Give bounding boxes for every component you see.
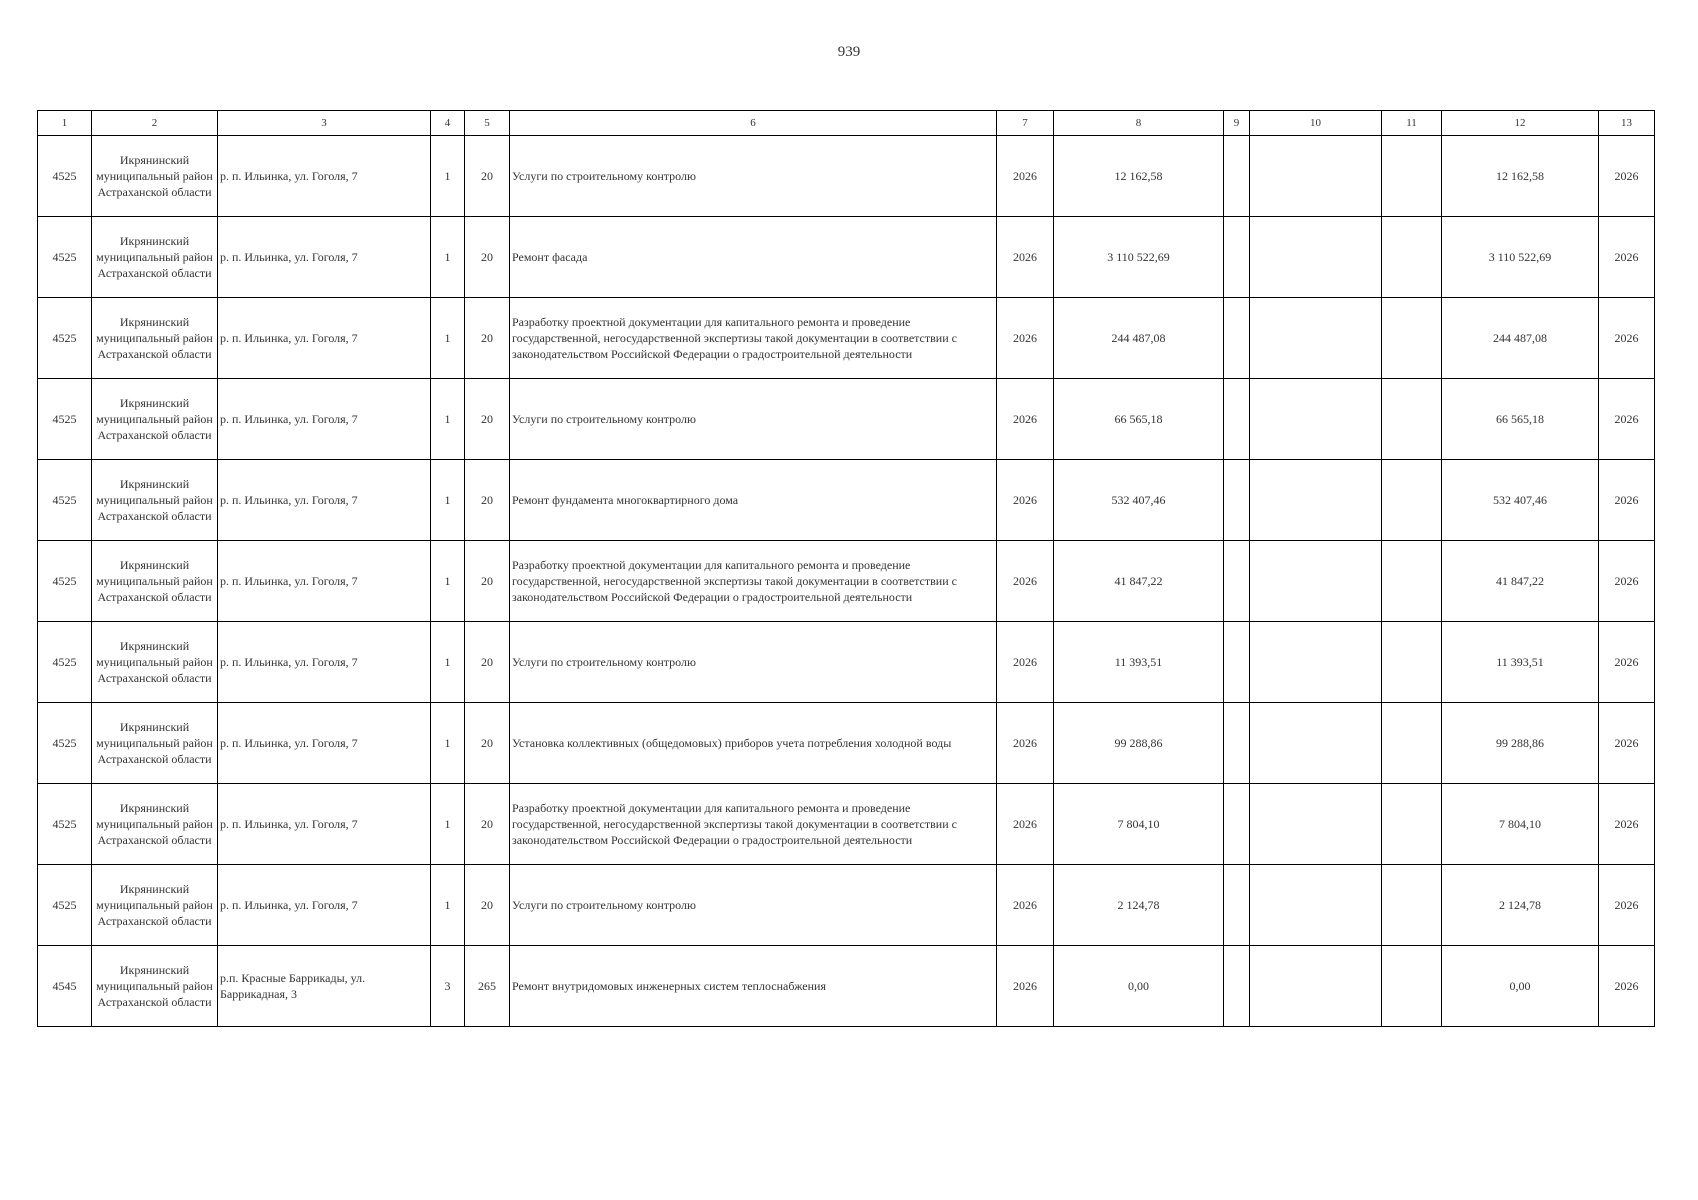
table-cell-col-9 xyxy=(1224,946,1250,1027)
table-cell-col-3: р. п. Ильинка, ул. Гоголя, 7 xyxy=(218,217,431,298)
table-cell-col-12: 11 393,51 xyxy=(1442,622,1599,703)
table-cell-col-7: 2026 xyxy=(997,541,1054,622)
table-cell-col-5: 20 xyxy=(465,460,510,541)
table-container xyxy=(37,110,1654,1027)
table-cell-col-5: 20 xyxy=(465,217,510,298)
table-cell-col-10 xyxy=(1250,865,1382,946)
table-cell-col-13: 2026 xyxy=(1599,865,1655,946)
table-cell-col-6: Услуги по строительному контролю xyxy=(510,865,997,946)
table-cell-col-1: 4525 xyxy=(38,460,92,541)
table-cell-col-1: 4525 xyxy=(38,703,92,784)
table-cell-col-1: 4525 xyxy=(38,136,92,217)
table-row xyxy=(38,298,1655,379)
table-cell-col-9 xyxy=(1224,298,1250,379)
table-cell-col-12: 12 162,58 xyxy=(1442,136,1599,217)
table-cell-col-3: р. п. Ильинка, ул. Гоголя, 7 xyxy=(218,541,431,622)
table-cell-col-5: 20 xyxy=(465,541,510,622)
table-cell-col-7: 2026 xyxy=(997,379,1054,460)
table-cell-col-2: Икрянинский муниципальный район Астраханской области xyxy=(92,622,218,703)
table-cell-col-6: Услуги по строительному контролю xyxy=(510,379,997,460)
table-cell-col-8: 99 288,86 xyxy=(1054,703,1224,784)
table-cell-col-7: 2026 xyxy=(997,622,1054,703)
table-row xyxy=(38,946,1655,1027)
table-cell-col-7: 2026 xyxy=(997,784,1054,865)
table-cell-col-10 xyxy=(1250,460,1382,541)
column-header-1: 1 xyxy=(38,111,92,136)
table-cell-col-8: 3 110 522,69 xyxy=(1054,217,1224,298)
table-cell-col-13: 2026 xyxy=(1599,379,1655,460)
table-cell-col-4: 1 xyxy=(431,622,465,703)
table-cell-col-9 xyxy=(1224,865,1250,946)
table-cell-col-11 xyxy=(1382,541,1442,622)
table-cell-col-3: р. п. Ильинка, ул. Гоголя, 7 xyxy=(218,784,431,865)
table-cell-col-7: 2026 xyxy=(997,217,1054,298)
table-cell-col-9 xyxy=(1224,784,1250,865)
table-cell-col-11 xyxy=(1382,379,1442,460)
column-header-9: 9 xyxy=(1224,111,1250,136)
table-cell-col-11 xyxy=(1382,136,1442,217)
table-header-row xyxy=(38,111,1655,136)
column-header-7: 7 xyxy=(997,111,1054,136)
table-row xyxy=(38,865,1655,946)
table-cell-col-10 xyxy=(1250,379,1382,460)
table-row xyxy=(38,784,1655,865)
column-header-3: 3 xyxy=(218,111,431,136)
table-cell-col-8: 41 847,22 xyxy=(1054,541,1224,622)
table-cell-col-4: 1 xyxy=(431,541,465,622)
table-cell-col-2: Икрянинский муниципальный район Астраханской области xyxy=(92,136,218,217)
table-cell-col-12: 7 804,10 xyxy=(1442,784,1599,865)
table-cell-col-6: Разработку проектной документации для капитального ремонта и проведение государственной, негосударственной экспертизы такой документации в соответствии с законодательством Российской Федерации о градостроительной деятельности xyxy=(510,784,997,865)
table-cell-col-2: Икрянинский муниципальный район Астраханской области xyxy=(92,541,218,622)
table-cell-col-8: 12 162,58 xyxy=(1054,136,1224,217)
table-cell-col-12: 41 847,22 xyxy=(1442,541,1599,622)
table-cell-col-7: 2026 xyxy=(997,703,1054,784)
table-cell-col-3: р. п. Ильинка, ул. Гоголя, 7 xyxy=(218,379,431,460)
table-cell-col-6: Ремонт фундамента многоквартирного дома xyxy=(510,460,997,541)
table-cell-col-13: 2026 xyxy=(1599,136,1655,217)
table-cell-col-5: 20 xyxy=(465,865,510,946)
table-cell-col-2: Икрянинский муниципальный район Астраханской области xyxy=(92,865,218,946)
table-cell-col-8: 0,00 xyxy=(1054,946,1224,1027)
table-cell-col-11 xyxy=(1382,622,1442,703)
table-cell-col-7: 2026 xyxy=(997,865,1054,946)
table-cell-col-10 xyxy=(1250,622,1382,703)
table-cell-col-12: 244 487,08 xyxy=(1442,298,1599,379)
table-cell-col-13: 2026 xyxy=(1599,784,1655,865)
table-cell-col-12: 66 565,18 xyxy=(1442,379,1599,460)
table-cell-col-8: 2 124,78 xyxy=(1054,865,1224,946)
table-cell-col-5: 20 xyxy=(465,784,510,865)
table-cell-col-8: 11 393,51 xyxy=(1054,622,1224,703)
table-cell-col-11 xyxy=(1382,703,1442,784)
table-cell-col-10 xyxy=(1250,703,1382,784)
table-row xyxy=(38,217,1655,298)
table-cell-col-5: 20 xyxy=(465,622,510,703)
table-cell-col-1: 4525 xyxy=(38,298,92,379)
table-cell-col-9 xyxy=(1224,136,1250,217)
table-cell-col-9 xyxy=(1224,622,1250,703)
table-cell-col-11 xyxy=(1382,460,1442,541)
table-cell-col-3: р. п. Ильинка, ул. Гоголя, 7 xyxy=(218,298,431,379)
table-cell-col-10 xyxy=(1250,217,1382,298)
table-cell-col-6: Разработку проектной документации для капитального ремонта и проведение государственной, негосударственной экспертизы такой документации в соответствии с законодательством Российской Федерации о градостроительной деятельности xyxy=(510,298,997,379)
table-cell-col-2: Икрянинский муниципальный район Астраханской области xyxy=(92,784,218,865)
table-cell-col-11 xyxy=(1382,865,1442,946)
table-row xyxy=(38,460,1655,541)
table-cell-col-13: 2026 xyxy=(1599,946,1655,1027)
table-cell-col-7: 2026 xyxy=(997,298,1054,379)
column-header-5: 5 xyxy=(465,111,510,136)
column-header-2: 2 xyxy=(92,111,218,136)
column-header-6: 6 xyxy=(510,111,997,136)
table-cell-col-4: 1 xyxy=(431,865,465,946)
column-header-12: 12 xyxy=(1442,111,1599,136)
column-header-11: 11 xyxy=(1382,111,1442,136)
table-cell-col-6: Разработку проектной документации для капитального ремонта и проведение государственной, негосударственной экспертизы такой документации в соответствии с законодательством Российской Федерации о градостроительной деятельности xyxy=(510,541,997,622)
table-cell-col-2: Икрянинский муниципальный район Астраханской области xyxy=(92,217,218,298)
table-cell-col-5: 20 xyxy=(465,298,510,379)
table-cell-col-2: Икрянинский муниципальный район Астраханской области xyxy=(92,460,218,541)
table-cell-col-13: 2026 xyxy=(1599,622,1655,703)
table-cell-col-9 xyxy=(1224,217,1250,298)
table-cell-col-8: 532 407,46 xyxy=(1054,460,1224,541)
table-cell-col-11 xyxy=(1382,946,1442,1027)
table-cell-col-7: 2026 xyxy=(997,946,1054,1027)
column-header-10: 10 xyxy=(1250,111,1382,136)
table-cell-col-10 xyxy=(1250,136,1382,217)
table-cell-col-5: 20 xyxy=(465,703,510,784)
table-cell-col-4: 1 xyxy=(431,136,465,217)
table-cell-col-12: 0,00 xyxy=(1442,946,1599,1027)
table-cell-col-13: 2026 xyxy=(1599,541,1655,622)
table-cell-col-4: 1 xyxy=(431,784,465,865)
data-table xyxy=(37,110,1655,1027)
table-cell-col-12: 99 288,86 xyxy=(1442,703,1599,784)
table-cell-col-4: 1 xyxy=(431,460,465,541)
table-row xyxy=(38,703,1655,784)
table-cell-col-7: 2026 xyxy=(997,460,1054,541)
table-cell-col-4: 1 xyxy=(431,298,465,379)
column-header-4: 4 xyxy=(431,111,465,136)
table-row xyxy=(38,136,1655,217)
column-header-13: 13 xyxy=(1599,111,1655,136)
table-cell-col-1: 4525 xyxy=(38,622,92,703)
table-cell-col-3: р.п. Красные Баррикады, ул. Баррикадная, 3 xyxy=(218,946,431,1027)
table-cell-col-8: 66 565,18 xyxy=(1054,379,1224,460)
table-cell-col-9 xyxy=(1224,460,1250,541)
table-row xyxy=(38,622,1655,703)
table-cell-col-1: 4525 xyxy=(38,784,92,865)
column-header-8: 8 xyxy=(1054,111,1224,136)
table-cell-col-4: 1 xyxy=(431,217,465,298)
table-cell-col-12: 3 110 522,69 xyxy=(1442,217,1599,298)
table-cell-col-2: Икрянинский муниципальный район Астраханской области xyxy=(92,379,218,460)
table-cell-col-13: 2026 xyxy=(1599,703,1655,784)
table-cell-col-9 xyxy=(1224,541,1250,622)
table-cell-col-2: Икрянинский муниципальный район Астраханской области xyxy=(92,298,218,379)
table-cell-col-8: 244 487,08 xyxy=(1054,298,1224,379)
table-cell-col-6: Услуги по строительному контролю xyxy=(510,622,997,703)
table-cell-col-3: р. п. Ильинка, ул. Гоголя, 7 xyxy=(218,136,431,217)
table-cell-col-6: Ремонт внутридомовых инженерных систем теплоснабжения xyxy=(510,946,997,1027)
table-cell-col-8: 7 804,10 xyxy=(1054,784,1224,865)
table-cell-col-7: 2026 xyxy=(997,136,1054,217)
table-cell-col-5: 265 xyxy=(465,946,510,1027)
table-cell-col-12: 532 407,46 xyxy=(1442,460,1599,541)
table-cell-col-3: р. п. Ильинка, ул. Гоголя, 7 xyxy=(218,460,431,541)
table-cell-col-5: 20 xyxy=(465,136,510,217)
table-cell-col-2: Икрянинский муниципальный район Астраханской области xyxy=(92,703,218,784)
table-cell-col-1: 4525 xyxy=(38,217,92,298)
table-cell-col-12: 2 124,78 xyxy=(1442,865,1599,946)
table-cell-col-11 xyxy=(1382,298,1442,379)
table-cell-col-13: 2026 xyxy=(1599,217,1655,298)
table-cell-col-1: 4545 xyxy=(38,946,92,1027)
table-cell-col-11 xyxy=(1382,217,1442,298)
table-row xyxy=(38,379,1655,460)
table-body xyxy=(38,136,1655,1027)
table-cell-col-3: р. п. Ильинка, ул. Гоголя, 7 xyxy=(218,622,431,703)
table-cell-col-9 xyxy=(1224,379,1250,460)
table-cell-col-13: 2026 xyxy=(1599,298,1655,379)
table-cell-col-10 xyxy=(1250,541,1382,622)
table-cell-col-1: 4525 xyxy=(38,865,92,946)
table-cell-col-4: 3 xyxy=(431,946,465,1027)
table-cell-col-1: 4525 xyxy=(38,379,92,460)
table-cell-col-1: 4525 xyxy=(38,541,92,622)
table-cell-col-4: 1 xyxy=(431,703,465,784)
table-row xyxy=(38,541,1655,622)
table-cell-col-6: Услуги по строительному контролю xyxy=(510,136,997,217)
table-cell-col-10 xyxy=(1250,784,1382,865)
table-cell-col-3: р. п. Ильинка, ул. Гоголя, 7 xyxy=(218,865,431,946)
table-cell-col-4: 1 xyxy=(431,379,465,460)
table-cell-col-13: 2026 xyxy=(1599,460,1655,541)
table-cell-col-11 xyxy=(1382,784,1442,865)
table-cell-col-2: Икрянинский муниципальный район Астраханской области xyxy=(92,946,218,1027)
table-cell-col-10 xyxy=(1250,946,1382,1027)
table-cell-col-6: Установка коллективных (общедомовых) приборов учета потребления холодной воды xyxy=(510,703,997,784)
table-cell-col-9 xyxy=(1224,703,1250,784)
table-cell-col-5: 20 xyxy=(465,379,510,460)
table-cell-col-10 xyxy=(1250,298,1382,379)
table-cell-col-6: Ремонт фасада xyxy=(510,217,997,298)
table-cell-col-3: р. п. Ильинка, ул. Гоголя, 7 xyxy=(218,703,431,784)
page-number: 939 xyxy=(837,44,861,60)
